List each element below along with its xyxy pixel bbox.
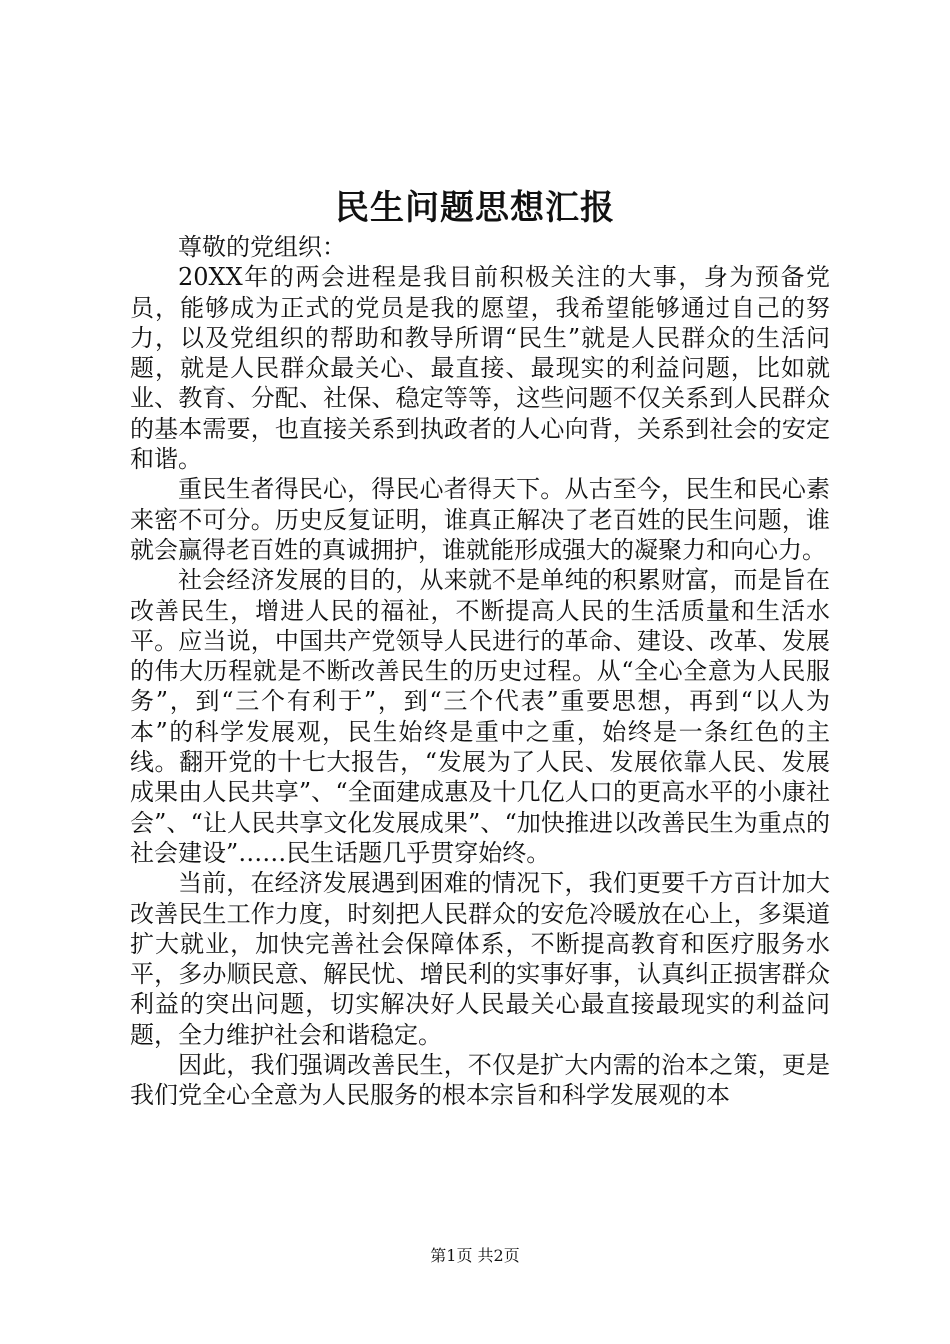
- page-indicator: 第1页 共2页: [430, 1246, 520, 1265]
- document-title: 民生问题思想汇报: [335, 188, 615, 228]
- document-body: [130, 232, 830, 1111]
- paragraph: 20XX年的两会进程是我目前积极关注的大事，身为预备党员，能够成为正式的党员是我的愿望，我希望能够通过自己的努力，以及党组织的帮助和教导所谓“民生”就是人民群众的生活问题，就是人民群众最关心、最直接、最现实的利益问题，比如就业、教育、分配、社保、稳定等等，这些问题不仅关系到人民群众的基本需要，也直接关系到执政者的人心向背，关系到社会的安定和谐。: [130, 263, 830, 474]
- paragraph: 当前，在经济发展遇到困难的情况下，我们更要千方百计加大改善民生工作力度，时刻把人民群众的安危冷暖放在心上，多渠道扩大就业，加快完善社会保障体系，不断提高教育和医疗服务水平，多办顺民意、解民忧、增民利的实事好事，认真纠正损害群众利益的突出问题，切实解决好人民最关心最直接最现实的利益问题，全力维护社会和谐稳定。: [130, 869, 830, 1049]
- salutation: 尊敬的党组织：: [178, 233, 346, 261]
- paragraph: 因此，我们强调改善民生，不仅是扩大内需的治本之策，更是我们党全心全意为人民服务的根本宗旨和科学发展观的本: [130, 1051, 830, 1110]
- paragraph: 重民生者得民心，得民心者得天下。从古至今，民生和民心素来密不可分。历史反复证明，谁真正解决了老百姓的民生问题，谁就会赢得老百姓的真诚拥护，谁就能形成强大的凝聚力和向心力。: [130, 475, 830, 564]
- paragraph: 社会经济发展的目的，从来就不是单纯的积累财富，而是旨在改善民生，增进人民的福祉，不断提高人民的生活质量和生活水平。应当说，中国共产党领导人民进行的革命、建设、改革、发展的伟大历程就是不断改善民生的历史过程。从“全心全意为人民服务”，到“三个有利于”，到“三个代表”重要思想，再到“以人为本”的科学发展观，民生始终是重中之重，始终是一条红色的主线。翻开党的十七大报告，“发展为了人民、发展依靠人民、发展成果由人民共享”、“全面建成惠及十几亿人口的更高水平的小康社会”、“让人民共享文化发展成果”、“加快推进以改善民生为重点的社会建设”……民生话题几乎贯穿始终。: [130, 566, 830, 867]
